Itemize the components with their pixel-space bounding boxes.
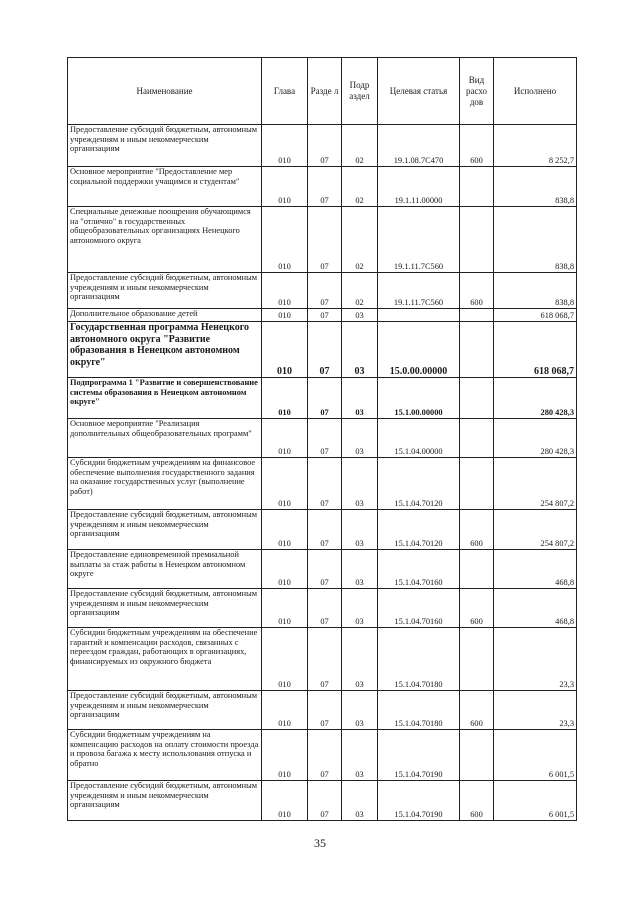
row-name: Подпрограмма 1 "Развитие и совершенствование системы образования в Ненецком автономном округе"	[68, 378, 262, 419]
row-chapter: 010	[262, 691, 308, 730]
row-target-article: 15.1.04.70120	[378, 510, 460, 550]
row-executed: 254 807,2	[494, 510, 577, 550]
row-subsection: 03	[342, 730, 378, 781]
header-expense-type: Вид расхо дов	[460, 58, 494, 125]
row-executed: 6 001,5	[494, 730, 577, 781]
row-chapter: 010	[262, 589, 308, 628]
row-executed: 23,3	[494, 691, 577, 730]
row-executed: 838,8	[494, 167, 577, 207]
row-name: Субсидии бюджетным учреждениям на финансовое обеспечение выполнения государственного задания на оказание государственных услуг (выполнение работ)	[68, 458, 262, 510]
row-executed: 23,3	[494, 628, 577, 691]
row-target-article: 19.1.11.7С560	[378, 207, 460, 273]
row-section: 07	[308, 322, 342, 378]
row-subsection: 03	[342, 419, 378, 458]
row-target-article: 19.1.08.7С470	[378, 125, 460, 167]
header-subsection: Подр аздел	[342, 58, 378, 125]
row-name: Основное мероприятие "Предоставление мер социальной поддержки учащимся и студентам"	[68, 167, 262, 207]
row-chapter: 010	[262, 628, 308, 691]
row-section: 07	[308, 730, 342, 781]
row-name: Предоставление субсидий бюджетным, автономным учреждениям и иным некоммерческим организациям	[68, 589, 262, 628]
row-expense-type: 600	[460, 273, 494, 309]
row-executed: 618 068,7	[494, 322, 577, 378]
row-executed: 838,8	[494, 273, 577, 309]
row-expense-type	[460, 730, 494, 781]
row-target-article: 15.1.04.70160	[378, 550, 460, 589]
row-subsection: 03	[342, 322, 378, 378]
page-number: 35	[314, 836, 326, 850]
row-executed: 280 428,3	[494, 378, 577, 419]
table-row	[68, 419, 577, 458]
row-expense-type: 600	[460, 691, 494, 730]
row-executed: 838,8	[494, 207, 577, 273]
row-subsection: 02	[342, 207, 378, 273]
row-chapter: 010	[262, 419, 308, 458]
row-chapter: 010	[262, 458, 308, 510]
row-target-article: 15.1.00.00000	[378, 378, 460, 419]
row-executed: 6 001,5	[494, 781, 577, 821]
row-expense-type: 600	[460, 125, 494, 167]
row-name: Предоставление субсидий бюджетным, автономным учреждениям и иным некоммерческим организациям	[68, 125, 262, 167]
row-chapter: 010	[262, 273, 308, 309]
row-section: 07	[308, 691, 342, 730]
row-expense-type: 600	[460, 781, 494, 821]
table-row	[68, 781, 577, 821]
header-target-article: Целевая статья	[378, 58, 460, 125]
row-expense-type	[460, 628, 494, 691]
row-chapter: 010	[262, 550, 308, 589]
row-expense-type	[460, 378, 494, 419]
table-row	[68, 510, 577, 550]
row-subsection: 03	[342, 550, 378, 589]
row-subsection: 03	[342, 691, 378, 730]
table-row	[68, 207, 577, 273]
row-target-article: 15.1.04.70120	[378, 458, 460, 510]
table-row	[68, 589, 577, 628]
table-row	[68, 691, 577, 730]
row-target-article: 15.1.04.70190	[378, 730, 460, 781]
row-section: 07	[308, 419, 342, 458]
row-chapter: 010	[262, 322, 308, 378]
row-name: Предоставление единовременной премиальной выплаты за стаж работы в Ненецком автономном округе	[68, 550, 262, 589]
row-name: Предоставление субсидий бюджетным, автономным учреждениям и иным некоммерческим организациям	[68, 510, 262, 550]
row-target-article: 15.1.04.70180	[378, 628, 460, 691]
row-subsection: 02	[342, 273, 378, 309]
row-executed: 618 068,7	[494, 309, 577, 322]
row-executed: 468,8	[494, 589, 577, 628]
row-expense-type	[460, 322, 494, 378]
row-name: Специальные денежные поощрения обучающимся на "отлично" в государственных общеобразовательных организациях Ненецкого автономного округа	[68, 207, 262, 273]
row-subsection: 02	[342, 167, 378, 207]
row-chapter: 010	[262, 207, 308, 273]
row-section: 07	[308, 309, 342, 322]
row-chapter: 010	[262, 309, 308, 322]
table-row	[68, 628, 577, 691]
row-subsection: 03	[342, 458, 378, 510]
row-chapter: 010	[262, 167, 308, 207]
row-executed: 280 428,3	[494, 419, 577, 458]
row-chapter: 010	[262, 378, 308, 419]
table-row	[68, 550, 577, 589]
header-executed: Исполнено	[494, 58, 577, 125]
table-row	[68, 273, 577, 309]
row-expense-type: 600	[460, 510, 494, 550]
row-expense-type	[460, 167, 494, 207]
row-target-article	[378, 309, 460, 322]
row-subsection: 03	[342, 309, 378, 322]
row-name: Субсидии бюджетным учреждениям на обеспечение гарантий и компенсации расходов, связанных с переездом граждан, работающих в организациях, финансируемых из окружного бюджета	[68, 628, 262, 691]
row-subsection: 03	[342, 589, 378, 628]
row-section: 07	[308, 458, 342, 510]
row-expense-type	[460, 309, 494, 322]
table-row	[68, 309, 577, 322]
row-section: 07	[308, 510, 342, 550]
table-row-subprogram	[68, 378, 577, 419]
row-section: 07	[308, 167, 342, 207]
row-executed: 8 252,7	[494, 125, 577, 167]
table-row	[68, 730, 577, 781]
table-row	[68, 458, 577, 510]
row-target-article: 15.1.04.70160	[378, 589, 460, 628]
row-expense-type	[460, 458, 494, 510]
row-name: Предоставление субсидий бюджетным, автономным учреждениям и иным некоммерческим организациям	[68, 781, 262, 821]
row-target-article: 15.1.04.70190	[378, 781, 460, 821]
row-expense-type	[460, 207, 494, 273]
row-section: 07	[308, 207, 342, 273]
row-chapter: 010	[262, 125, 308, 167]
row-target-article: 15.1.04.00000	[378, 419, 460, 458]
row-subsection: 03	[342, 781, 378, 821]
row-chapter: 010	[262, 510, 308, 550]
row-expense-type: 600	[460, 589, 494, 628]
row-target-article: 15.0.00.00000	[378, 322, 460, 378]
table-row	[68, 125, 577, 167]
row-name: Предоставление субсидий бюджетным, автономным учреждениям и иным некоммерческим организациям	[68, 691, 262, 730]
row-expense-type	[460, 550, 494, 589]
table-row-program	[68, 322, 577, 378]
row-section: 07	[308, 589, 342, 628]
header-name: Наименование	[68, 58, 262, 125]
table-header-row	[68, 58, 577, 125]
row-section: 07	[308, 273, 342, 309]
row-target-article: 15.1.04.70180	[378, 691, 460, 730]
row-target-article: 19.1.11.7С560	[378, 273, 460, 309]
row-subsection: 03	[342, 510, 378, 550]
row-subsection: 02	[342, 125, 378, 167]
row-name: Субсидии бюджетным учреждениям на компенсацию расходов на оплату стоимости проезда и провоза багажа к месту использования отпуска и обратно	[68, 730, 262, 781]
row-executed: 254 807,2	[494, 458, 577, 510]
budget-table	[67, 57, 577, 821]
row-target-article: 19.1.11.00000	[378, 167, 460, 207]
row-section: 07	[308, 378, 342, 419]
row-name: Государственная программа Ненецкого автономного округа "Развитие образования в Ненецком автономном округе"	[68, 322, 262, 378]
row-section: 07	[308, 781, 342, 821]
row-chapter: 010	[262, 781, 308, 821]
row-subsection: 03	[342, 378, 378, 419]
header-chapter: Глава	[262, 58, 308, 125]
header-section: Разде л	[308, 58, 342, 125]
row-name: Основное мероприятие "Реализация дополнительных общеобразовательных программ"	[68, 419, 262, 458]
row-name: Предоставление субсидий бюджетным, автономным учреждениям и иным некоммерческим организациям	[68, 273, 262, 309]
row-section: 07	[308, 125, 342, 167]
table-row	[68, 167, 577, 207]
row-section: 07	[308, 550, 342, 589]
row-executed: 468,8	[494, 550, 577, 589]
row-section: 07	[308, 628, 342, 691]
row-chapter: 010	[262, 730, 308, 781]
row-name: Дополнительное образование детей	[68, 309, 262, 322]
row-subsection: 03	[342, 628, 378, 691]
row-expense-type	[460, 419, 494, 458]
